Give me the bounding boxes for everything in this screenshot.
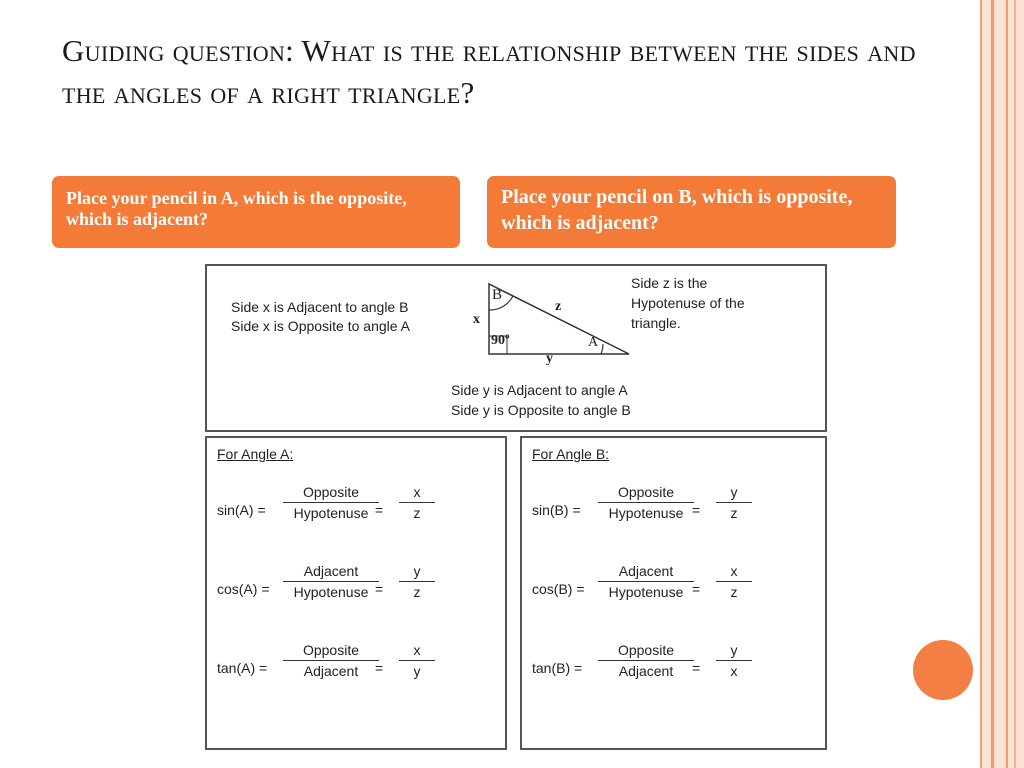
cos-a-numerator: Adjacent bbox=[303, 563, 359, 579]
sin-a-numerator: Opposite bbox=[302, 484, 360, 500]
sin-b-label: sin(B) = bbox=[532, 502, 581, 518]
tan-b-denominator: Adjacent bbox=[618, 663, 674, 679]
sin-b-ratio bbox=[598, 482, 694, 523]
sin-b-value: y z bbox=[716, 482, 752, 523]
side-z-text-1: Side z is the bbox=[631, 275, 708, 291]
side-z-text-3: triangle. bbox=[631, 315, 681, 331]
tan-b-equals: = bbox=[692, 660, 701, 676]
side-x-adjacent-text: Side x is Adjacent to angle B bbox=[231, 299, 409, 315]
tan-a-label: tan(A) = bbox=[217, 660, 268, 676]
cos-b-denominator: Hypotenuse bbox=[608, 584, 684, 600]
sin-a-denominator: Hypotenuse bbox=[293, 505, 369, 521]
sin-a-value: x z bbox=[399, 482, 435, 523]
side-decoration-line bbox=[991, 0, 994, 768]
side-decoration-line bbox=[1014, 0, 1016, 768]
angle-b-heading: For Angle B: bbox=[532, 446, 610, 462]
slide-title: Guiding question: What is the relationship between the sides and the angles of a right triangle? bbox=[62, 33, 916, 110]
callout-angle-a: Place your pencil in A, which is the opposite, which is adjacent? bbox=[52, 176, 460, 248]
sin-a-ratio bbox=[283, 482, 379, 523]
tan-a-ratio bbox=[283, 640, 379, 681]
side-z-text-2: Hypotenuse of the bbox=[631, 295, 745, 311]
cos-a-label: cos(A) = bbox=[217, 581, 270, 597]
angle-a-panel bbox=[205, 436, 507, 750]
tan-a-denominator: Adjacent bbox=[303, 663, 359, 679]
cos-b-equals: = bbox=[692, 581, 701, 597]
side-z-label: z bbox=[555, 299, 562, 314]
cos-a-value: y z bbox=[399, 561, 435, 602]
cos-b-value: x z bbox=[716, 561, 752, 602]
tan-a-equals: = bbox=[375, 660, 384, 676]
side-x-opposite-text: Side x is Opposite to angle A bbox=[231, 318, 410, 334]
angle-b-panel bbox=[520, 436, 827, 750]
side-decoration-line bbox=[1006, 0, 1008, 768]
cos-b-ratio bbox=[598, 561, 694, 602]
decorative-circle bbox=[913, 640, 973, 700]
sin-a-label: sin(A) = bbox=[217, 502, 266, 518]
vertex-b-label: B bbox=[492, 287, 503, 303]
tan-b-label: tan(B) = bbox=[532, 660, 583, 676]
cos-b-numerator: Adjacent bbox=[618, 563, 674, 579]
cos-a-ratio bbox=[283, 561, 379, 602]
tan-a-numerator: Opposite bbox=[302, 642, 360, 658]
angle-a-heading: For Angle A: bbox=[217, 446, 294, 462]
sin-b-numerator: Opposite bbox=[617, 484, 675, 500]
trig-figure bbox=[205, 264, 827, 750]
sin-b-denominator: Hypotenuse bbox=[608, 505, 684, 521]
side-y-label: y bbox=[546, 351, 553, 366]
callout-angle-b: Place your pencil on B, which is opposite, which is adjacent? bbox=[487, 176, 896, 248]
tan-a-value: x y bbox=[399, 640, 435, 681]
cos-b-label: cos(B) = bbox=[532, 581, 585, 597]
right-angle-label: 90º bbox=[491, 333, 510, 348]
side-x-label: x bbox=[473, 312, 480, 327]
side-decoration bbox=[980, 0, 1024, 768]
sin-a-equals: = bbox=[375, 502, 384, 518]
cos-a-equals: = bbox=[375, 581, 384, 597]
tan-b-value: y x bbox=[716, 640, 752, 681]
vertex-a-label: A bbox=[588, 335, 599, 350]
cos-a-denominator: Hypotenuse bbox=[293, 584, 369, 600]
side-y-adjacent-text: Side y is Adjacent to angle A bbox=[451, 382, 628, 398]
sin-b-equals: = bbox=[692, 502, 701, 518]
side-decoration-line bbox=[980, 0, 982, 768]
tan-b-numerator: Opposite bbox=[617, 642, 675, 658]
triangle-panel bbox=[205, 264, 827, 432]
side-y-opposite-text: Side y is Opposite to angle B bbox=[451, 402, 631, 418]
tan-b-ratio bbox=[598, 640, 694, 681]
